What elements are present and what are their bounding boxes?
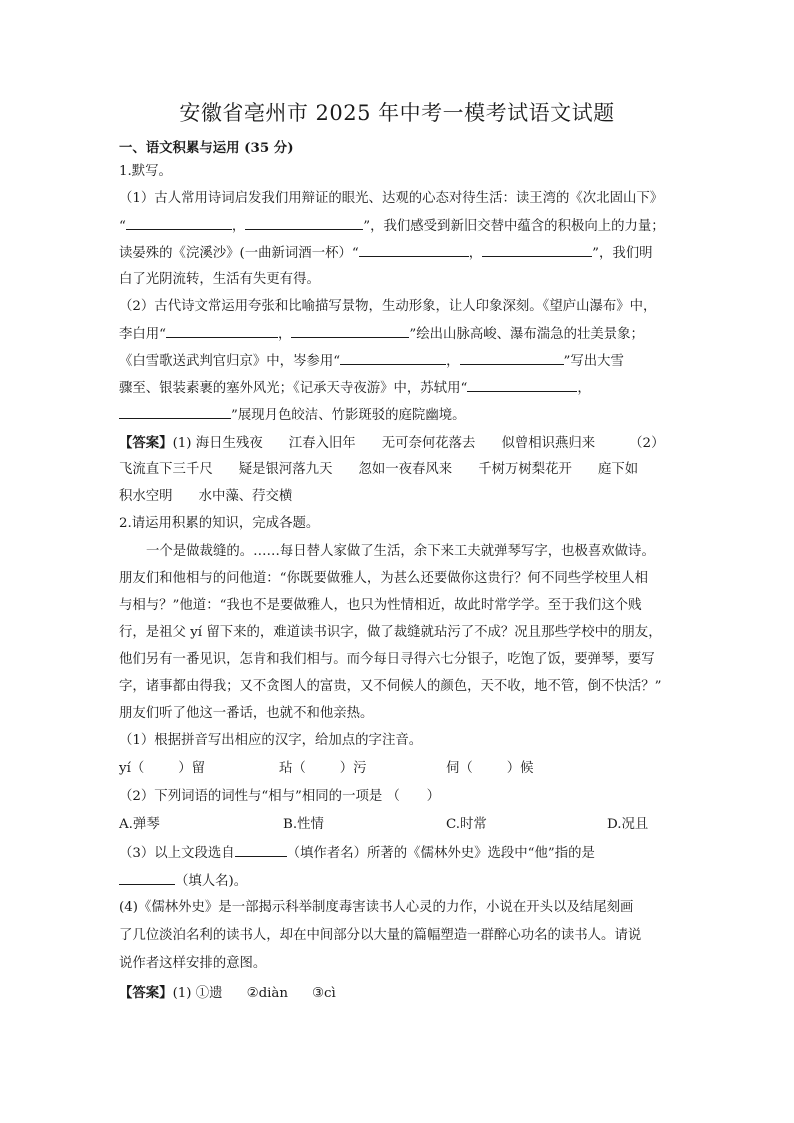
line-text: ”，我们明 (592, 246, 653, 261)
q2-sub3-line1 (119, 844, 595, 863)
answer-item: (1) 海日生残夜 (172, 436, 263, 451)
answer-blank[interactable] (467, 379, 577, 392)
option-d[interactable]: D.况且 (607, 817, 649, 832)
line-text: 李白用“ (119, 327, 167, 342)
pinyin-item-2 (279, 760, 367, 778)
q1-part1-line2 (119, 217, 665, 236)
q1-part2-line4 (119, 379, 591, 398)
q2-sub1: （1）根据拼音写出相应的汉字，给加点的字注音。 (119, 733, 423, 748)
q2-sub2: （2）下列词语的词性与“相与”相同的一项是 （ ） (119, 789, 441, 804)
q1-part2-line3 (119, 352, 624, 371)
line-text: 《白雪歌送武判官归京》中，岑参用“ (119, 354, 341, 369)
answer-item: 庭下如 (597, 462, 639, 477)
q2-answer-line (119, 984, 336, 1003)
answer-item: 积水空明 (119, 489, 173, 504)
answer-item: ③cì (312, 986, 336, 1001)
line-text: （3）以上文段选自 (119, 846, 235, 861)
question-1-heading: 1.默写。 (119, 164, 172, 179)
line-text: ”，我们感受到新旧交替中蕴含的积极向上的力量； (363, 219, 665, 234)
q2-sub4-line3: 说作者这样安排的意图。 (119, 956, 267, 971)
answer-blank[interactable] (359, 244, 469, 257)
q1-part1-line1: （1）古人常用诗词启发我们用辩证的眼光、达观的心态对待生活：读王湾的《次北固山下》 (119, 191, 664, 206)
pinyin-item-3 (446, 760, 534, 778)
answer-blank[interactable] (291, 325, 409, 338)
line-text: ”写出大雪 (563, 354, 624, 369)
answer-blank[interactable] (245, 217, 363, 230)
pinyin-text: ）候 (506, 761, 534, 776)
answer-blank[interactable] (460, 352, 564, 365)
q1-part2-line2 (119, 325, 644, 344)
line-text: （填作者名）所著的《儒林外史》选段中“他”指的是 (286, 846, 595, 861)
q2-sub3-line2 (119, 872, 247, 891)
question-2-heading: 2.请运用积累的知识，完成各题。 (119, 516, 320, 531)
q2-sub4-line1: (4)《儒林外史》是一部揭示科举制度毒害读书人心灵的力作，小说在开头以及结尾刻画 (119, 900, 634, 915)
line-text: （填人名)。 (175, 874, 248, 889)
answer-item: （2） (629, 436, 665, 451)
option-c[interactable]: C.时常 (446, 817, 487, 832)
option-a[interactable]: A.弹琴 (119, 817, 160, 832)
option-b[interactable]: B.性情 (283, 817, 324, 832)
comma: ， (446, 354, 460, 369)
line-text: ”绘出山脉高峻、瀑布湍急的壮美景象； (409, 327, 644, 342)
q1-answer-line2 (119, 461, 638, 479)
passage-line: 行，是祖父 yí 留下来的，难道读书识字，做了裁缝就玷污了不成？况且那些学校中的朋友， (119, 625, 662, 640)
passage-line: 朋友们和他相与的问他道：“你既要做雅人，为甚么还要做你这贵行？何不同些学校里人相 (119, 571, 649, 586)
passage-line: 一个是做裁缝的。……每日替人家做了生活，余下来工夫就弹琴写字，也极喜欢做诗。 (146, 544, 655, 559)
section-heading: 一、语文积累与运用 (35 分) (119, 140, 294, 156)
answer-item: 疑是银河落九天 (238, 462, 333, 477)
answer-label: 【答案】 (119, 985, 173, 1001)
line-text: 读晏殊的《浣溪沙》(一曲新词酒一杯）“ (119, 246, 359, 261)
answer-blank[interactable] (166, 325, 278, 338)
q1-part1-line4: 白了光阴流转，生活有失更有得。 (119, 272, 320, 287)
passage-line: 字，诸事都由得我；又不贪图人的富贵，又不伺候人的颜色，天不收，地不管，倒不快活？” (119, 679, 662, 694)
answer-item: 似曾相识燕归来 (501, 436, 596, 451)
q1-part1-line3 (119, 244, 653, 263)
answer-item: 千树万树梨花开 (478, 462, 572, 477)
line-text: ”展现月色皎洁、竹影斑驳的庭院幽境。 (231, 408, 466, 423)
q1-answer-line1 (119, 434, 664, 453)
pinyin-text: 伺（ (446, 761, 473, 776)
answer-blank[interactable] (340, 352, 446, 365)
pinyin-item-1 (119, 760, 205, 778)
pinyin-text: ）留 (178, 761, 206, 776)
answer-blank[interactable] (119, 872, 175, 885)
q1-part2-line1: （2）古代诗文常运用夸张和比喻描写景物，生动形象，让人印象深刻。《望庐山瀑布》中， (119, 299, 657, 314)
answer-item: (1) ①遗 (172, 986, 223, 1001)
pinyin-text: 玷（ (279, 761, 306, 776)
answer-item: 飞流直下三千尺 (119, 462, 213, 477)
comma: ， (278, 327, 292, 342)
answer-blank[interactable] (126, 217, 232, 230)
pinyin-text: ）污 (339, 761, 367, 776)
quote-open: “ (119, 219, 126, 234)
page-title: 安徽省亳州市 2025 年中考一模考试语文试题 (179, 101, 615, 125)
q2-sub4-line2: 了几位淡泊名利的读书人，却在中间部分以大量的篇幅塑造一群醉心功名的读书人。请说 (119, 928, 642, 943)
passage-line: 与相与？”他道：“我也不是要做雅人，也只为性情相近，故此时常学学。至于我们这个贱 (119, 598, 642, 613)
answer-blank[interactable] (235, 844, 287, 857)
passage-line: 朋友们听了他这一番话，也就不和他亲热。 (119, 706, 374, 721)
line-text: 骤至、银装素裹的塞外风光；《记承天寺夜游》中，苏轼用“ (119, 381, 468, 396)
comma: ， (468, 246, 483, 261)
comma: ， (577, 381, 591, 396)
answer-item: ②diàn (246, 986, 289, 1001)
pinyin-text: yí（ (119, 761, 145, 776)
passage-line: 他们另有一番见识，怎肯和我们相与。而今每日寻得六七分银子，吃饱了饭，要弹琴，要写 (119, 652, 655, 667)
answer-item: 忽如一夜春风来 (358, 462, 453, 477)
answer-label: 【答案】 (119, 435, 173, 451)
answer-blank[interactable] (119, 406, 231, 419)
q1-part2-line5 (119, 406, 466, 425)
answer-item: 江春入旧年 (288, 436, 356, 451)
answer-blank[interactable] (482, 244, 592, 257)
answer-item: 无可奈何花落去 (381, 436, 476, 451)
comma: ， (231, 219, 246, 234)
answer-item: 水中藻、荇交横 (198, 489, 293, 504)
q1-answer-line3 (119, 488, 292, 506)
